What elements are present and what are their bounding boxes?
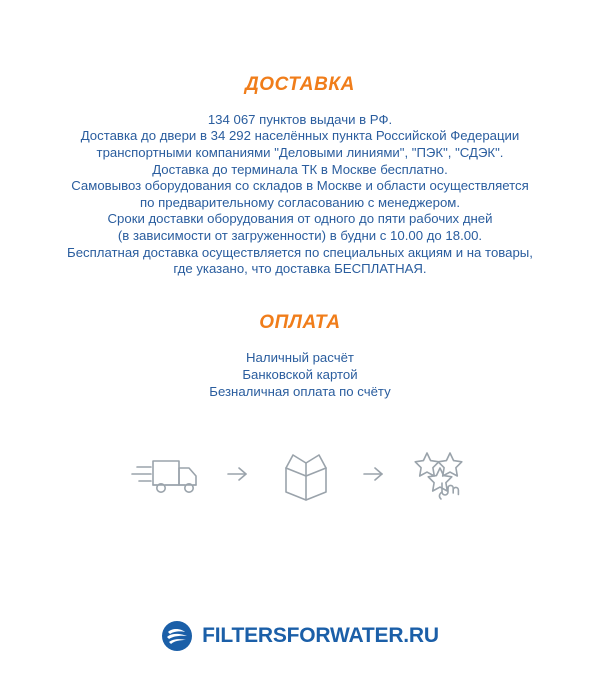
delivery-section-title: ДОСТАВКА (244, 74, 356, 95)
delivery-line: 134 067 пунктов выдачи в РФ. (207, 111, 393, 127)
page-root (0, 74, 600, 674)
delivery-line: Самовывоз оборудования со складов в Москве и области осуществляется (71, 178, 529, 194)
delivery-line: Бесплатная доставка осуществляется по специальных акциям и на товары, (67, 244, 533, 260)
delivery-text-block (0, 112, 600, 278)
open-box-icon (273, 446, 339, 502)
logo-text (202, 624, 439, 648)
arrow-right-icon (225, 464, 251, 484)
process-icon-row (0, 446, 600, 502)
payment-line: Безналичная оплата по счёту (209, 384, 391, 400)
delivery-line: по предварительному согласованию с менеджером. (139, 194, 461, 210)
rating-stars-hand-icon (409, 446, 471, 502)
delivery-line: транспортными компаниями "Деловыми линиями", "ПЭК", "СДЭК". (96, 144, 504, 160)
delivery-line: Доставка до двери в 34 292 населённых пункта Российской Федерации (80, 128, 520, 144)
delivery-line: где указано, что доставка БЕСПЛАТНАЯ. (173, 261, 427, 277)
delivery-line: Доставка до терминала ТК в Москве бесплатно. (152, 161, 448, 177)
logo-mark-icon (161, 620, 193, 652)
delivery-line: (в зависимости от загруженности) в будни с 10.00 до 18.00. (117, 227, 483, 243)
delivery-line: Сроки доставки оборудования от одного до пяти рабочих дней (107, 211, 493, 227)
arrow-right-icon (361, 464, 387, 484)
payment-section-title: ОПЛАТА (259, 311, 341, 333)
payment-line: Наличный расчёт (246, 350, 354, 366)
logo-tld: .RU (403, 624, 439, 647)
delivery-truck-icon (129, 449, 203, 499)
payment-line: Банковской картой (242, 367, 358, 383)
filtersforwater-logo[interactable] (0, 620, 600, 652)
logo-name: FILTERSFORWATER (202, 624, 404, 647)
payment-text-block (0, 349, 600, 400)
